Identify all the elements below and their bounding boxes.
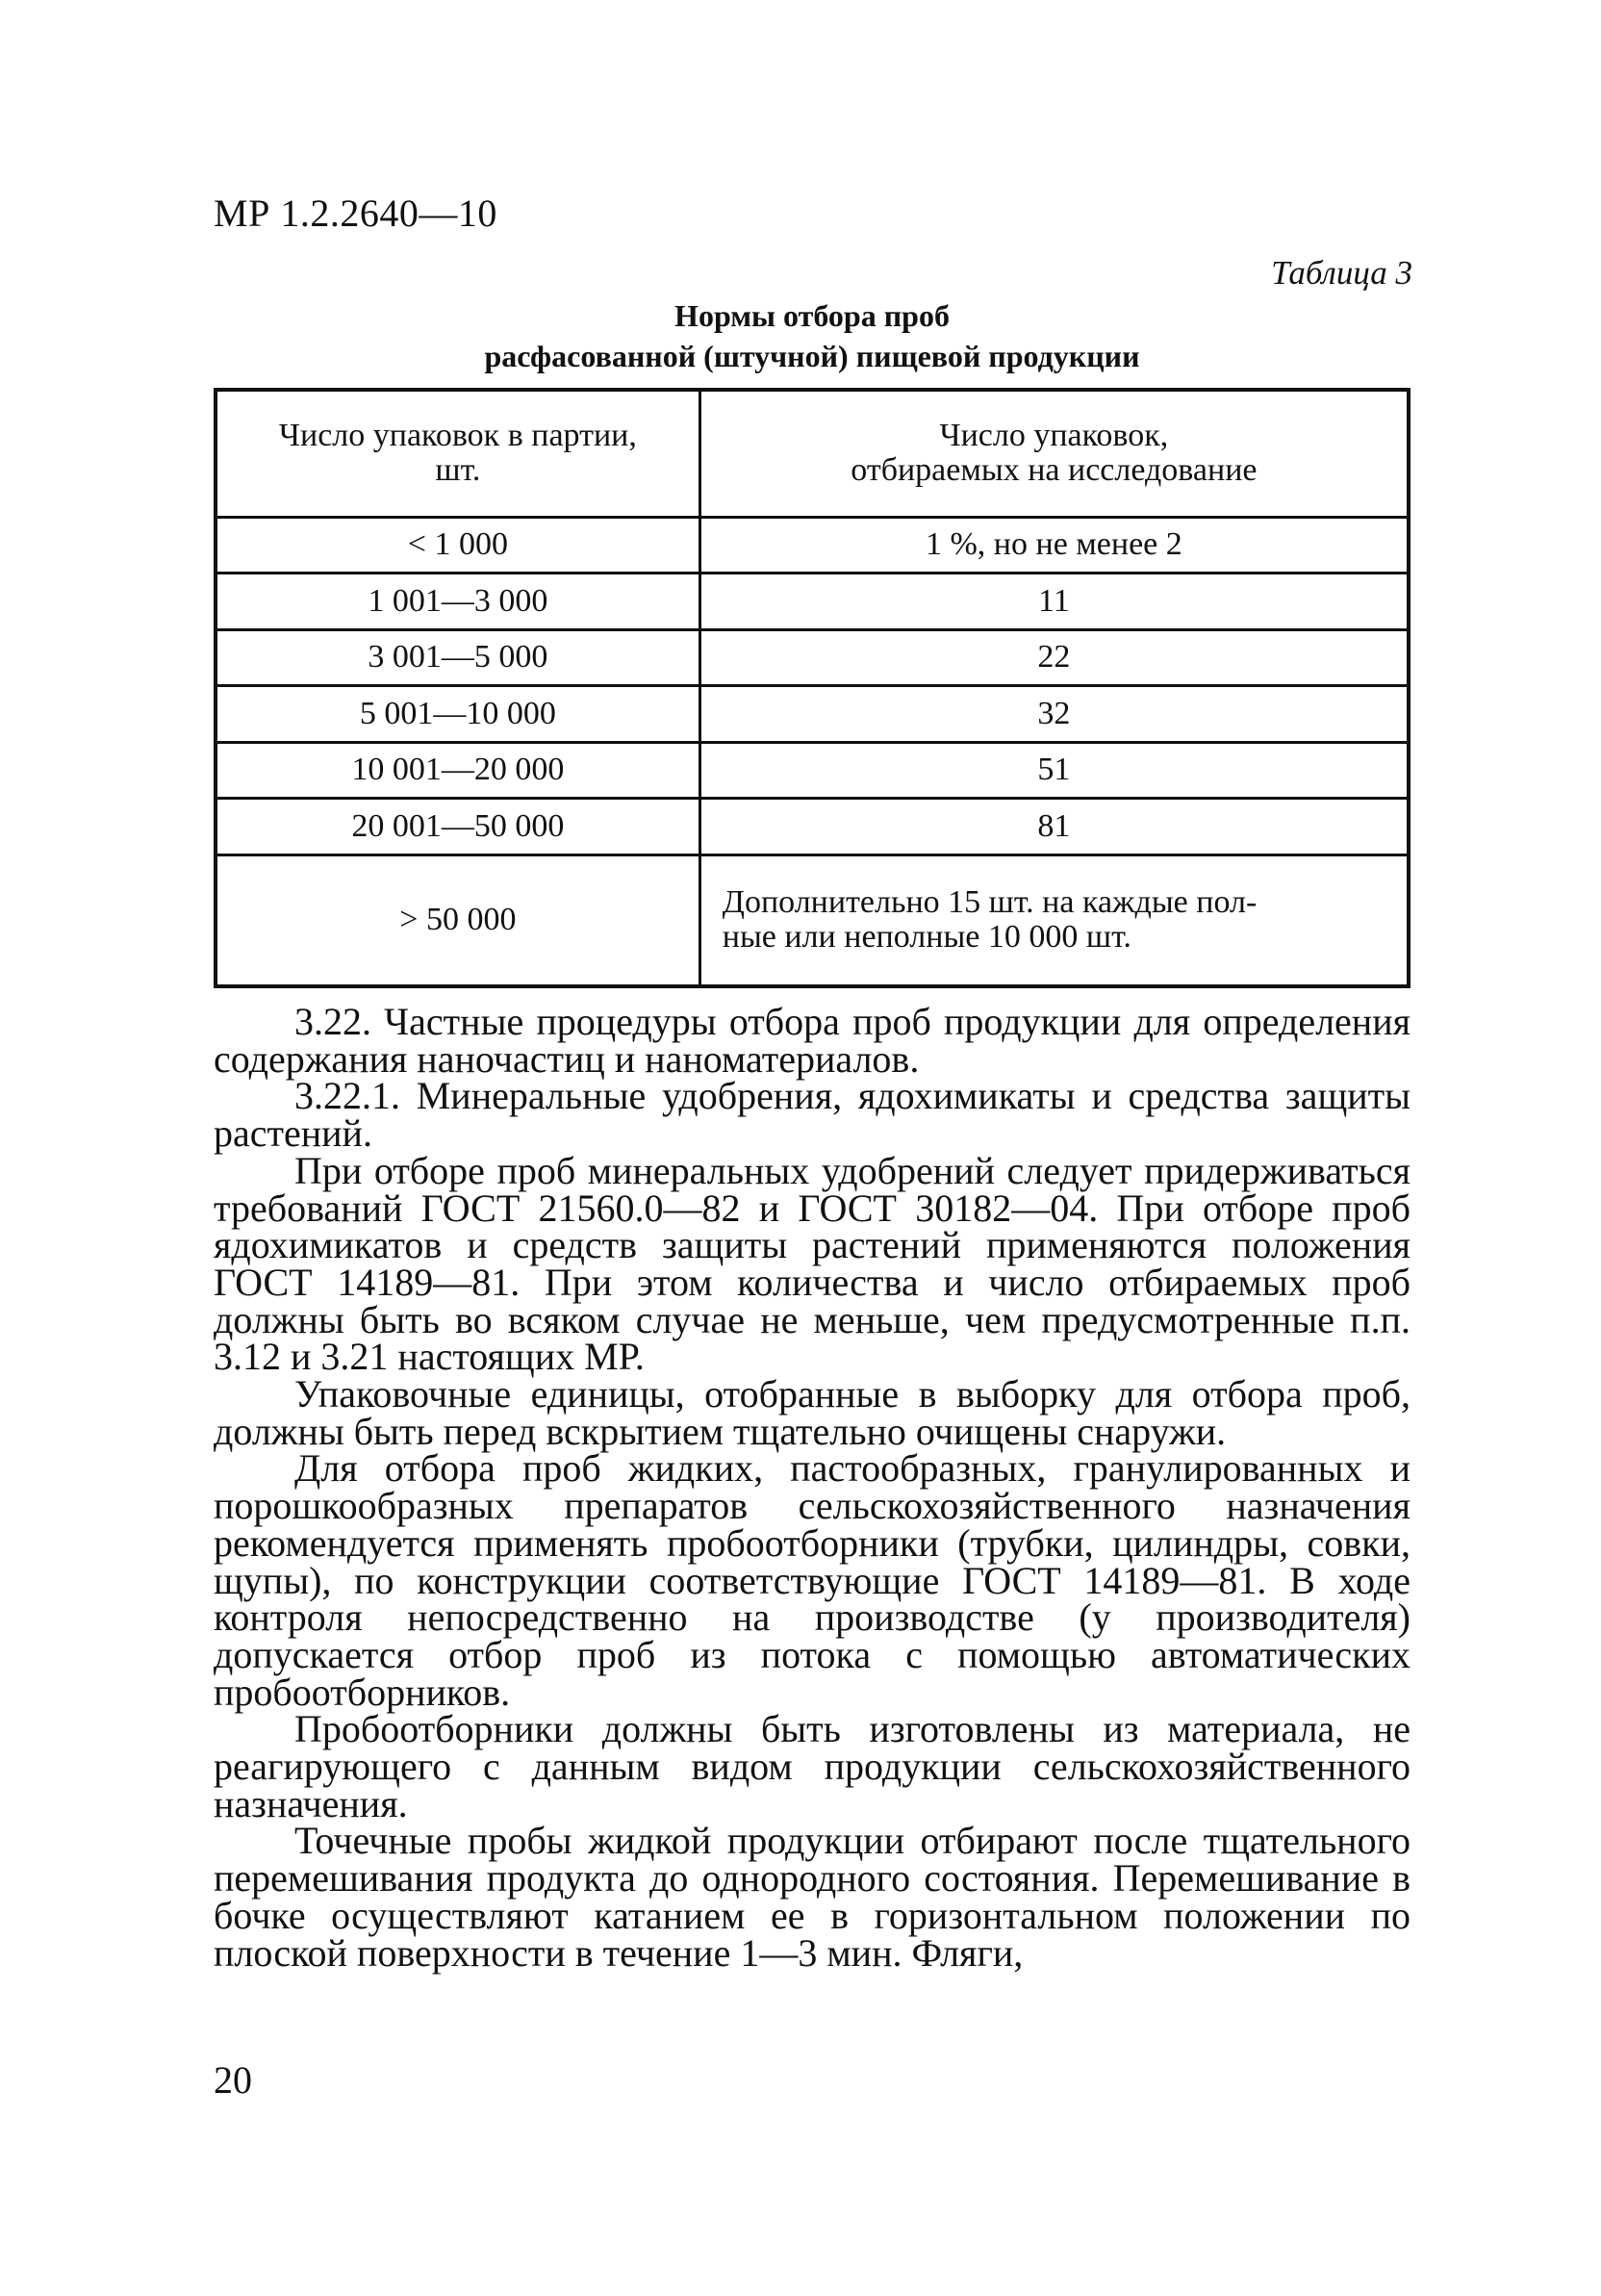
paragraph: Для отбора проб жидких, пастообразных, гранулированных и порошкообразных препаратов сельскохозяйственного назначения рекомендуется применять пробоотборники (трубки, цилиндры, совки, щупы), по конструкции соответствующие ГОСТ 14189—81. В ходе контроля непосредственно на производстве (у производителя) допускается отбор проб из потока с помощью автоматических пробоотборников. xyxy=(214,1446,1410,1714)
cell-sampled: 51 xyxy=(699,742,1409,799)
table-row xyxy=(216,629,1409,686)
cell-packages: 20 001—50 000 xyxy=(216,799,699,855)
header-col1-line1: Число упаковок в партии, xyxy=(278,418,637,454)
cell-sampled-line1: Дополнительно 15 шт. на каждые пол- xyxy=(722,884,1258,921)
cell-packages: < 1 000 xyxy=(216,517,699,574)
paragraph: 3.22. Частные процедуры отбора проб продукции для определения содержания наночастиц и наноматериалов. xyxy=(214,1000,1410,1081)
table-title xyxy=(214,295,1410,376)
paragraph: Упаковочные единицы, отобранные в выборку для отбора проб, должны быть перед вскрытием тщательно очищены снаружи. xyxy=(214,1372,1410,1453)
cell-packages: 5 001—10 000 xyxy=(216,686,699,743)
table-row xyxy=(216,517,1409,574)
cell-sampled: 32 xyxy=(699,686,1409,743)
header-col2-line2: отбираемых на исследование xyxy=(851,452,1258,489)
header-col1-line2: шт. xyxy=(435,452,481,489)
table-row xyxy=(216,855,1409,986)
table-row xyxy=(216,686,1409,743)
table-header-row xyxy=(216,390,1409,517)
paragraph: При отборе проб минеральных удобрений следует придерживаться требований ГОСТ 21560.0—82 и ГОСТ 30182—04. При отборе проб ядохимикатов и средств защиты растений применяются положения ГОСТ 14189—81. При этом количества и число отбираемых проб должны быть во всяком случае не меньше, чем предусмотренные п.п. 3.12 и 3.21 настоящих МР. xyxy=(214,1148,1410,1379)
header-packages-in-batch xyxy=(216,390,699,517)
body-text xyxy=(214,1000,1410,1975)
header-col2-line1: Число упаковок, xyxy=(939,418,1169,454)
cell-packages: 3 001—5 000 xyxy=(216,629,699,686)
cell-packages: 10 001—20 000 xyxy=(216,742,699,799)
table-row xyxy=(216,799,1409,855)
paragraph: Пробоотборники должны быть изготовлены из материала, не реагирующего с данным видом продукции сельскохозяйственного назначения. xyxy=(214,1707,1410,1825)
table-title-line-1: Нормы отбора проб xyxy=(674,298,950,333)
cell-sampled: 1 %, но не менее 2 xyxy=(699,517,1409,574)
cell-sampled-line2: ные или неполные 10 000 шт. xyxy=(722,919,1131,956)
cell-sampled: 22 xyxy=(699,629,1409,686)
sampling-norms-table xyxy=(214,388,1410,988)
cell-packages: > 50 000 xyxy=(216,855,699,986)
document-code: МР 1.2.2640—10 xyxy=(214,191,497,235)
cell-sampled: 81 xyxy=(699,799,1409,855)
paragraph: Точечные пробы жидкой продукции отбирают после тщательного перемешивания продукта до однородного состояния. Перемешивание в бочке осуществляют катанием ее в горизонтальном положении по плоской поверхности в течение 1—3 мин. Фляги, xyxy=(214,1819,1410,1975)
cell-sampled: 11 xyxy=(699,574,1409,630)
paragraph: 3.22.1. Минеральные удобрения, ядохимикаты и средства защиты растений. xyxy=(214,1074,1410,1156)
table-label: Таблица 3 xyxy=(1271,254,1412,292)
page-number: 20 xyxy=(214,2058,252,2102)
cell-sampled xyxy=(699,855,1409,986)
table-row xyxy=(216,742,1409,799)
table-row xyxy=(216,574,1409,630)
table-title-line-2: расфасованной (штучной) пищевой продукции xyxy=(484,339,1140,373)
cell-packages: 1 001—3 000 xyxy=(216,574,699,630)
header-packages-sampled xyxy=(699,390,1409,517)
